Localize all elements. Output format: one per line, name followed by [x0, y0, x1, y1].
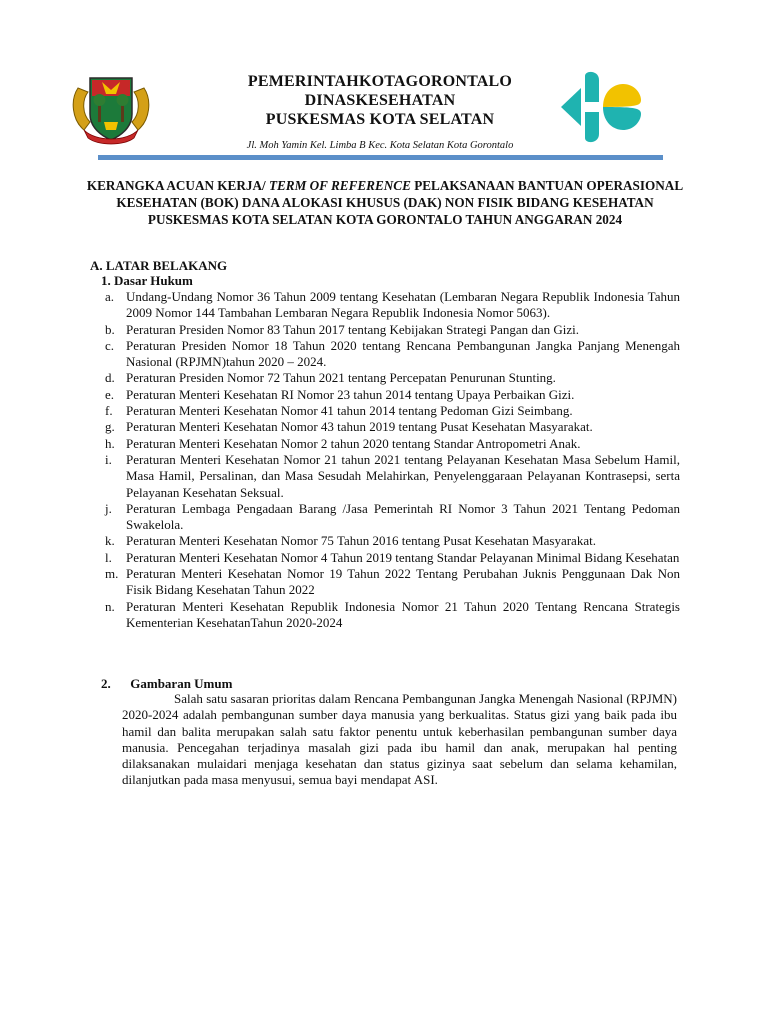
list-item: [105, 501, 680, 534]
kemenkes-logo: [555, 70, 645, 146]
list-item: [105, 550, 680, 566]
list-item: [105, 533, 680, 549]
list-item-marker: a.: [105, 289, 115, 304]
list-item-marker: h.: [105, 435, 115, 451]
kota-gorontalo-emblem: [70, 70, 152, 146]
list-item: [105, 419, 680, 435]
title-part-2: TERM OF REFERENCE: [268, 178, 411, 193]
list-item: [105, 452, 680, 501]
gambaran-umum-heading: 2. Gambaran Umum: [101, 676, 233, 691]
list-item-marker: b.: [105, 321, 115, 337]
list-item-text: Undang-Undang Nomor 36 Tahun 2009 tentang Kesehatan (Lembaran Negara Republik Indonesia Tahun 2009 Nomor 144 Tambahan Lembaran Negara Republik Indonesia Nomor 5063).: [126, 289, 680, 321]
header-government: PEMERINTAHKOTAGORONTALO: [247, 73, 513, 90]
list-item-text: Peraturan Menteri Kesehatan Nomor 4 Tahun 2019 tentang Standar Pelayanan Minimal Bidang Kesehatan: [126, 549, 680, 565]
list-item-marker: c.: [105, 337, 115, 353]
dasar-hukum-list: [105, 289, 680, 631]
list-item-marker: e.: [105, 386, 115, 402]
list-item-text: Peraturan Menteri Kesehatan Nomor 21 tahun 2021 tentang Pelayanan Kesehatan Masa Sebelum Hamil, Masa Hamil, Persalinan, dan Masa Sesudah Melahirkan, Penyelenggaraan Pelayanan Kontrasepsi, serta Pelayanan Kesehatan Seksual.: [126, 451, 680, 500]
dasar-hukum-heading: 1. Dasar Hukum: [101, 273, 193, 288]
list-item-text: Peraturan Menteri Kesehatan RI Nomor 23 tahun 2014 tentang Upaya Perbaikan Gizi.: [126, 386, 575, 402]
list-item-marker: d.: [105, 370, 115, 386]
list-item-marker: n.: [105, 598, 115, 614]
list-item-marker: l.: [105, 549, 112, 565]
list-item-text: Peraturan Presiden Nomor 83 Tahun 2017 tentang Kebijakan Strategi Pangan dan Gizi.: [126, 321, 580, 337]
header-puskesmas: PUSKESMAS KOTA SELATAN: [265, 111, 495, 128]
title-part-3: PELAKSANAAN BANTUAN OPERASIONAL KESEHATAN (BOK) DANA ALOKASI KHUSUS (DAK) NON FISIK BIDANG KESEHATAN PUSKESMAS KOTA SELATAN KOTA GORONTALO TAHUN ANGGARAN 2024: [116, 178, 684, 227]
list-item-marker: j.: [105, 500, 112, 516]
header-address: Jl. Moh Yamin Kel. Limba B Kec. Kota Selatan Kota Gorontalo: [246, 140, 514, 151]
list-item: [105, 387, 680, 403]
list-item-text: Peraturan Menteri Kesehatan Nomor 75 Tahun 2016 tentang Pusat Kesehatan Masyarakat.: [126, 533, 596, 549]
list-item-text: Peraturan Presiden Nomor 72 Tahun 2021 tentang Percepatan Penurunan Stunting.: [126, 370, 556, 386]
list-item: [105, 289, 680, 322]
list-item-text: Peraturan Lembaga Pengadaan Barang /Jasa Pemerintah RI Nomor 3 Tahun 2021 Tentang Pedoman Swakelola.: [126, 500, 680, 533]
list-item: [105, 370, 680, 386]
list-item: [105, 322, 680, 338]
gambaran-umum-paragraph: Salah satu sasaran prioritas dalam Rencana Pembangunan Jangka Menengah Nasional (RPJMN) 2020-2024 adalah pembangunan sumber daya manusia yang berkualitas. Status gizi yang baik pada ibu hamil dan balita merupakan salah satu faktor penentu untuk keberhasilan pembangunan sumber daya manusia. Pencegahan terjadinya masalah gizi pada ibu hamil dan anak, merupakan hal penting dilaksanakan mulaidari menjaga kesehatan dan status gizinya saat sebelum dan selama kehamilan, dilanjutkan pada masa menyusui, semua bayi mendapat ASI.: [122, 691, 677, 788]
list-item-text: Peraturan Menteri Kesehatan Nomor 2 tahun 2020 tentang Standar Antropometri Anak.: [126, 435, 581, 451]
list-item-text: Peraturan Menteri Kesehatan Nomor 43 tahun 2019 tentang Pusat Kesehatan Masyarakat.: [126, 419, 593, 435]
list-item: [105, 599, 680, 632]
header-divider: [98, 155, 663, 160]
header-department: DINASKESEHATAN: [304, 92, 456, 109]
list-item: [105, 436, 680, 452]
list-item-marker: k.: [105, 533, 115, 549]
list-item: [105, 566, 680, 599]
list-item-marker: i.: [105, 451, 112, 467]
list-item: [105, 338, 680, 371]
section-a-heading: A. LATAR BELAKANG: [90, 258, 228, 273]
title-part-1: KERANGKA ACUAN KERJA/: [86, 178, 269, 193]
list-item-text: Peraturan Presiden Nomor 18 Tahun 2020 tentang Rencana Pembangunan Jangka Panjang Menengah Nasional (RPJMN)tahun 2020 – 2024.: [126, 337, 680, 370]
list-item-text: Peraturan Menteri Kesehatan Nomor 41 tahun 2014 tentang Pedoman Gizi Seimbang.: [126, 403, 573, 419]
list-item-marker: f.: [105, 403, 113, 419]
list-item-marker: m.: [105, 566, 119, 582]
list-item-text: Peraturan Menteri Kesehatan Republik Indonesia Nomor 21 Tahun 2020 Tentang Rencana Strategis Kementerian KesehatanTahun 2020-2024: [126, 598, 680, 630]
document-title: [86, 177, 684, 228]
list-item: [105, 403, 680, 419]
list-item-marker: g.: [105, 419, 115, 435]
list-item-text: Peraturan Menteri Kesehatan Nomor 19 Tahun 2022 Tentang Perubahan Juknis Penggunaan Dak Non Fisik Bidang Kesehatan Tahun 2022: [126, 566, 680, 598]
